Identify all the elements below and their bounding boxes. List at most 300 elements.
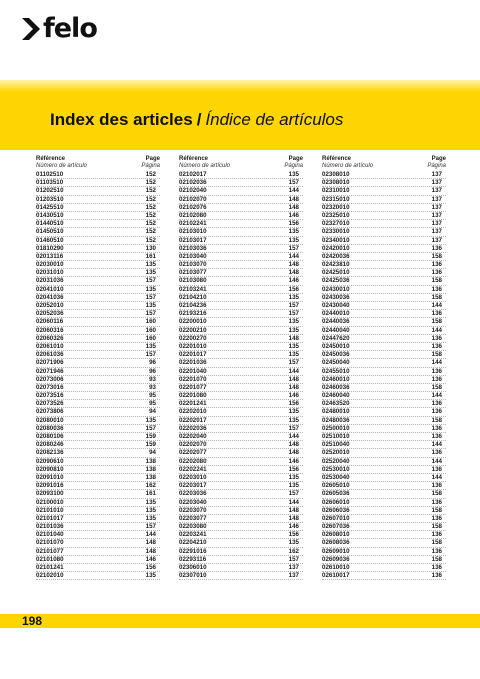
article-number: 01103510 xyxy=(36,179,64,187)
page-ref: 135 xyxy=(145,506,156,514)
table-row xyxy=(322,474,446,482)
page-ref: 162 xyxy=(145,482,156,490)
table-row xyxy=(322,548,446,556)
article-number: 02103017 xyxy=(179,236,207,244)
table-row xyxy=(179,204,303,212)
table-row xyxy=(36,277,160,285)
page-ref: 157 xyxy=(288,310,299,318)
page-ref: 157 xyxy=(145,351,156,359)
table-row xyxy=(179,286,303,294)
table-row xyxy=(322,310,446,318)
article-number: 02082136 xyxy=(36,449,64,457)
article-number: 01203510 xyxy=(36,195,64,203)
table-row xyxy=(179,539,303,547)
article-number: 02201080 xyxy=(179,392,207,400)
table-row xyxy=(36,384,160,392)
table-row xyxy=(322,392,446,400)
table-row xyxy=(322,179,446,187)
page-ref: 148 xyxy=(288,261,299,269)
page-ref: 157 xyxy=(145,523,156,531)
article-number: 02455010 xyxy=(322,367,350,375)
page-ref: 137 xyxy=(288,572,299,580)
article-number: 02201010 xyxy=(179,342,207,350)
page-ref: 137 xyxy=(431,203,442,211)
table-row xyxy=(36,318,160,326)
index-column xyxy=(322,156,446,580)
page-ref: 158 xyxy=(431,318,442,326)
page-ref: 136 xyxy=(431,261,442,269)
page-ref: 146 xyxy=(288,211,299,219)
table-row xyxy=(36,187,160,195)
table-row xyxy=(36,212,160,220)
page-ref: 135 xyxy=(288,351,299,359)
article-number: 02480036 xyxy=(322,416,350,424)
page-title xyxy=(50,109,343,131)
article-number: 02203241 xyxy=(179,531,207,539)
page-ref: 135 xyxy=(288,228,299,236)
article-number: 02606036 xyxy=(322,506,350,514)
page-ref: 152 xyxy=(145,187,156,195)
table-row xyxy=(179,417,303,425)
table-row xyxy=(36,466,160,474)
article-number: 02101017 xyxy=(36,514,64,522)
article-number: 02103040 xyxy=(179,252,207,260)
table-row xyxy=(36,228,160,236)
page-ref: 158 xyxy=(431,383,442,391)
table-row xyxy=(36,368,160,376)
table-row xyxy=(36,556,160,564)
footer-band xyxy=(0,614,480,628)
article-number: 02073006 xyxy=(36,375,64,383)
page-ref: 95 xyxy=(149,400,156,408)
page-ref: 148 xyxy=(288,383,299,391)
table-row xyxy=(36,441,160,449)
table-row xyxy=(322,417,446,425)
table-row xyxy=(322,318,446,326)
page-ref: 152 xyxy=(145,228,156,236)
article-number: 02200010 xyxy=(179,318,207,326)
page-ref: 146 xyxy=(145,555,156,563)
article-number: 02607010 xyxy=(322,514,350,522)
logo-wordmark: felo xyxy=(43,13,97,44)
page-ref: 136 xyxy=(431,433,442,440)
article-number: 01460510 xyxy=(36,236,64,244)
article-number: 02203077 xyxy=(179,514,207,522)
article-number: 01430510 xyxy=(36,211,64,219)
article-number: 02031036 xyxy=(36,277,64,285)
article-number: 02101070 xyxy=(36,539,64,547)
table-row xyxy=(322,261,446,269)
ref-header: Référence xyxy=(36,156,66,162)
article-number: 01425510 xyxy=(36,203,64,211)
page-header-es: Página xyxy=(284,163,303,169)
article-number: 02080246 xyxy=(36,441,64,449)
article-number: 02203010 xyxy=(179,473,207,481)
page-ref: 148 xyxy=(145,539,156,547)
article-number: 02103080 xyxy=(179,277,207,285)
page-ref: 136 xyxy=(431,449,442,457)
article-number: 02200210 xyxy=(179,326,207,334)
page-ref: 136 xyxy=(431,514,442,522)
article-number: 02308010 xyxy=(322,171,350,178)
article-number: 02201017 xyxy=(179,351,207,359)
article-number: 02202017 xyxy=(179,416,207,424)
page-ref: 157 xyxy=(145,277,156,285)
page-ref: 93 xyxy=(149,383,156,391)
article-number: 02102080 xyxy=(179,211,207,219)
table-row xyxy=(36,564,160,572)
table-row xyxy=(179,564,303,572)
table-row xyxy=(36,327,160,335)
page-ref: 138 xyxy=(145,465,156,473)
table-row xyxy=(36,408,160,416)
table-row xyxy=(322,376,446,384)
table-row xyxy=(179,400,303,408)
article-number: 02060116 xyxy=(36,318,64,326)
article-number: 01102510 xyxy=(36,171,64,178)
article-number: 02073806 xyxy=(36,408,64,416)
table-row xyxy=(322,212,446,220)
table-row xyxy=(36,507,160,515)
table-row xyxy=(179,220,303,228)
article-number: 02310010 xyxy=(322,187,350,195)
table-row xyxy=(322,441,446,449)
article-number: 02450040 xyxy=(322,359,350,367)
page-ref: 152 xyxy=(145,179,156,187)
table-row xyxy=(179,548,303,556)
page-ref: 158 xyxy=(431,293,442,301)
article-number: 02463520 xyxy=(322,400,350,408)
table-row xyxy=(322,466,446,474)
page-ref: 157 xyxy=(145,293,156,301)
article-number: 02201241 xyxy=(179,400,207,408)
page-ref: 137 xyxy=(431,187,442,195)
page-ref: 148 xyxy=(145,547,156,555)
article-number: 02201036 xyxy=(179,359,207,367)
table-row xyxy=(179,237,303,245)
page-ref: 146 xyxy=(288,277,299,285)
table-row xyxy=(322,523,446,531)
table-row xyxy=(36,523,160,531)
article-number: 02420036 xyxy=(322,252,350,260)
article-number: 02201070 xyxy=(179,375,207,383)
table-row xyxy=(179,327,303,335)
table-row xyxy=(322,572,446,580)
page-ref: 158 xyxy=(431,555,442,563)
page-ref: 137 xyxy=(431,179,442,187)
page-ref: 160 xyxy=(145,334,156,342)
table-row xyxy=(179,179,303,187)
page-ref: 138 xyxy=(145,457,156,465)
page-ref: 160 xyxy=(145,318,156,326)
table-row xyxy=(179,196,303,204)
article-number: 02060326 xyxy=(36,334,64,342)
table-row xyxy=(36,376,160,384)
article-number: 02052010 xyxy=(36,302,64,309)
page-ref: 136 xyxy=(431,310,442,318)
table-row xyxy=(36,179,160,187)
table-row xyxy=(179,343,303,351)
table-row xyxy=(36,237,160,245)
page-ref: 137 xyxy=(431,171,442,178)
table-row xyxy=(322,269,446,277)
table-row xyxy=(322,286,446,294)
table-row xyxy=(322,433,446,441)
page-number: 198 xyxy=(22,614,43,628)
page-ref: 136 xyxy=(431,244,442,252)
table-row xyxy=(322,408,446,416)
page-ref: 135 xyxy=(145,269,156,277)
article-number: 02450010 xyxy=(322,342,350,350)
article-number: 02510010 xyxy=(322,433,350,440)
article-number: 02605010 xyxy=(322,482,350,490)
article-number: 02605036 xyxy=(322,490,350,498)
article-number: 02101077 xyxy=(36,547,64,555)
page-ref: 146 xyxy=(288,523,299,531)
table-row xyxy=(36,310,160,318)
article-number: 02104210 xyxy=(179,293,207,301)
table-row xyxy=(322,196,446,204)
table-row xyxy=(322,228,446,236)
table-row xyxy=(179,433,303,441)
table-row xyxy=(179,531,303,539)
table-row xyxy=(179,368,303,376)
page-ref: 135 xyxy=(145,261,156,269)
table-row xyxy=(179,449,303,457)
index-column xyxy=(179,156,303,580)
article-number: 02202010 xyxy=(179,408,207,416)
page-ref: 144 xyxy=(288,433,299,440)
article-number: 02440040 xyxy=(322,326,350,334)
article-number: 02315010 xyxy=(322,195,350,203)
article-number: 02447620 xyxy=(322,334,350,342)
article-number: 02080036 xyxy=(36,424,64,432)
table-row xyxy=(36,204,160,212)
article-number: 02293116 xyxy=(179,555,207,563)
article-number: 02520040 xyxy=(322,457,350,465)
article-number: 02031010 xyxy=(36,269,64,277)
page-ref: 138 xyxy=(145,473,156,481)
title-fr: Index des articles xyxy=(50,110,193,129)
table-row xyxy=(322,531,446,539)
page-ref: 137 xyxy=(431,228,442,236)
table-row xyxy=(322,400,446,408)
table-row xyxy=(179,572,303,580)
page-ref: 148 xyxy=(288,269,299,277)
page-ref: 136 xyxy=(431,572,442,580)
article-number: 02102070 xyxy=(179,195,207,203)
article-number: 02203040 xyxy=(179,498,207,506)
table-row xyxy=(322,187,446,195)
article-number: 02330010 xyxy=(322,228,350,236)
page-ref: 136 xyxy=(431,367,442,375)
article-number: 02425010 xyxy=(322,269,350,277)
index-column xyxy=(36,156,160,580)
article-number: 02430040 xyxy=(322,302,350,309)
table-row xyxy=(36,392,160,400)
table-row xyxy=(179,384,303,392)
page-ref: 137 xyxy=(431,211,442,219)
page-ref: 135 xyxy=(145,514,156,522)
article-number: 02061036 xyxy=(36,351,64,359)
page-ref: 156 xyxy=(145,564,156,571)
table-row xyxy=(36,261,160,269)
page-ref: 158 xyxy=(431,416,442,424)
page-ref: 135 xyxy=(145,285,156,293)
table-row xyxy=(36,294,160,302)
table-row xyxy=(179,212,303,220)
article-number: 02080010 xyxy=(36,416,64,424)
table-row xyxy=(179,466,303,474)
page-ref: 156 xyxy=(288,465,299,473)
table-row xyxy=(322,327,446,335)
table-row xyxy=(322,359,446,367)
page-ref: 137 xyxy=(431,220,442,228)
article-number: 02510040 xyxy=(322,441,350,449)
table-row xyxy=(179,294,303,302)
article-number: 02200270 xyxy=(179,334,207,342)
article-number: 01810290 xyxy=(36,244,64,252)
page-ref: 157 xyxy=(145,310,156,318)
article-number: 02202080 xyxy=(179,457,207,465)
article-number: 02202036 xyxy=(179,424,207,432)
table-row xyxy=(36,245,160,253)
article-number: 02607036 xyxy=(322,523,350,531)
page-ref: 135 xyxy=(288,171,299,178)
table-row xyxy=(36,449,160,457)
page-ref: 135 xyxy=(288,293,299,301)
page-ref: 136 xyxy=(431,342,442,350)
page-ref: 144 xyxy=(431,441,442,449)
article-number: 02608010 xyxy=(322,531,350,539)
table-row xyxy=(36,343,160,351)
title-band-fade xyxy=(0,80,480,92)
article-number: 02102076 xyxy=(179,203,207,211)
article-number: 02041010 xyxy=(36,285,64,293)
table-row xyxy=(179,458,303,466)
article-number: 02520010 xyxy=(322,449,350,457)
article-number: 02203017 xyxy=(179,482,207,490)
article-number: 02202070 xyxy=(179,441,207,449)
title-separator: / xyxy=(196,110,202,129)
table-row xyxy=(179,441,303,449)
article-number: 02202241 xyxy=(179,465,207,473)
page-ref: 144 xyxy=(288,187,299,195)
table-row xyxy=(322,294,446,302)
table-row xyxy=(322,507,446,515)
table-row xyxy=(179,392,303,400)
table-row xyxy=(36,458,160,466)
table-row xyxy=(322,302,446,310)
table-row xyxy=(179,261,303,269)
table-row xyxy=(322,245,446,253)
table-row xyxy=(322,458,446,466)
article-number: 02101036 xyxy=(36,523,64,531)
table-row xyxy=(179,171,303,179)
page-header-es: Página xyxy=(427,163,446,169)
article-number: 02103036 xyxy=(179,244,207,252)
table-row xyxy=(322,204,446,212)
page-ref: 156 xyxy=(288,220,299,228)
page-ref: 152 xyxy=(145,211,156,219)
page-ref: 152 xyxy=(145,236,156,244)
table-row xyxy=(36,253,160,261)
page-ref: 135 xyxy=(288,236,299,244)
table-row xyxy=(322,384,446,392)
table-row xyxy=(322,449,446,457)
table-row xyxy=(179,310,303,318)
page-ref: 135 xyxy=(145,572,156,580)
article-number: 02610017 xyxy=(322,572,350,580)
table-row xyxy=(322,556,446,564)
table-row xyxy=(36,335,160,343)
table-row xyxy=(179,269,303,277)
page-ref: 144 xyxy=(288,498,299,506)
page-ref: 135 xyxy=(145,416,156,424)
page-ref: 159 xyxy=(145,441,156,449)
page-ref: 158 xyxy=(431,252,442,260)
page-ref: 136 xyxy=(431,375,442,383)
article-number: 02102010 xyxy=(36,572,64,580)
table-row xyxy=(179,277,303,285)
article-number: 02041036 xyxy=(36,293,64,301)
page-ref: 148 xyxy=(288,506,299,514)
article-number: 02102040 xyxy=(179,187,207,195)
table-row xyxy=(322,220,446,228)
page-ref: 157 xyxy=(145,424,156,432)
table-row xyxy=(322,343,446,351)
page-ref: 156 xyxy=(288,531,299,539)
page-ref: 135 xyxy=(145,342,156,350)
page-ref: 144 xyxy=(431,359,442,367)
page-header: Page xyxy=(431,156,446,162)
page-ref: 136 xyxy=(431,564,442,571)
article-number: 02307010 xyxy=(179,572,207,580)
page-ref: 144 xyxy=(145,531,156,539)
page-ref: 152 xyxy=(145,203,156,211)
article-number: 02450036 xyxy=(322,351,350,359)
table-row xyxy=(36,482,160,490)
article-number: 02101010 xyxy=(36,506,64,514)
page-ref: 157 xyxy=(288,490,299,498)
article-number: 02460036 xyxy=(322,383,350,391)
table-row xyxy=(179,523,303,531)
article-number: 02203070 xyxy=(179,506,207,514)
ref-header-es: Número de artículo xyxy=(179,163,231,169)
table-row xyxy=(322,490,446,498)
page-header: Page xyxy=(288,156,303,162)
article-number: 02430010 xyxy=(322,285,350,293)
table-row xyxy=(36,531,160,539)
table-row xyxy=(36,400,160,408)
page-ref: 135 xyxy=(288,473,299,481)
table-row xyxy=(36,499,160,507)
page-ref: 136 xyxy=(431,285,442,293)
article-number: 02061010 xyxy=(36,342,64,350)
article-number: 01202510 xyxy=(36,187,64,195)
table-row xyxy=(36,433,160,441)
article-number: 02609036 xyxy=(322,555,350,563)
article-number: 02071906 xyxy=(36,359,64,367)
page-ref: 136 xyxy=(431,408,442,416)
article-number: 02606010 xyxy=(322,498,350,506)
table-row xyxy=(36,548,160,556)
table-row xyxy=(179,408,303,416)
page-ref: 159 xyxy=(145,433,156,440)
article-number: 02073516 xyxy=(36,392,64,400)
article-number: 02291016 xyxy=(179,547,207,555)
page-ref: 158 xyxy=(431,539,442,547)
